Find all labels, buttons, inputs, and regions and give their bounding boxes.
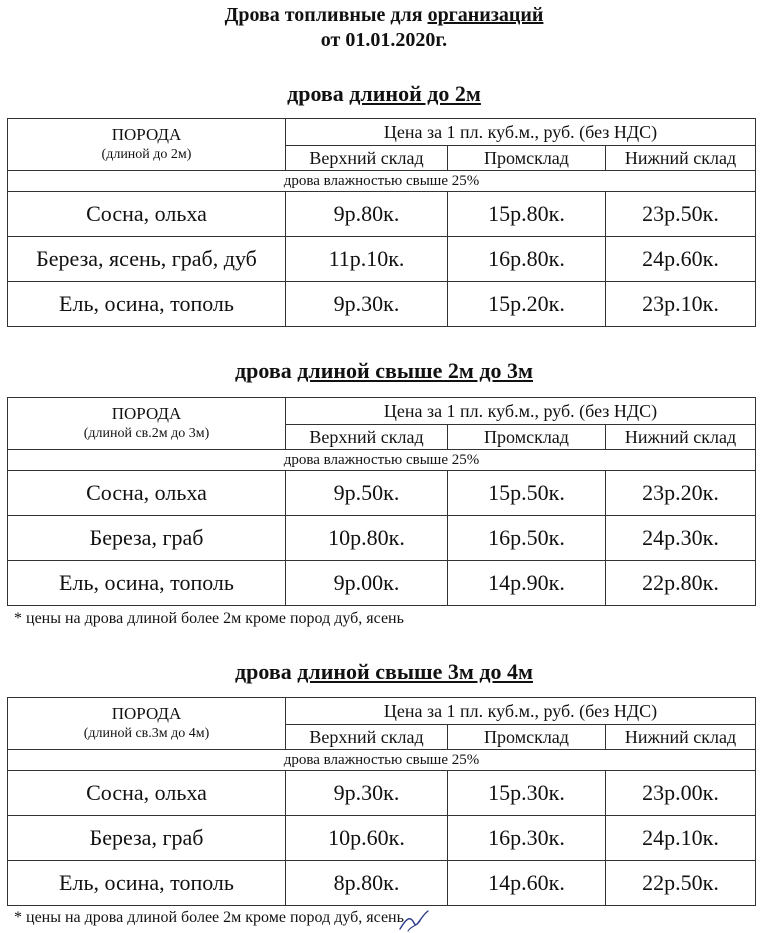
species-sublabel: (длиной св.2м до 3м) — [83, 425, 210, 441]
footnote-3: * цены на дрова длиной более 2м кроме пород дуб, ясень — [14, 909, 404, 926]
column-header-prom-warehouse: Промсклад — [448, 146, 606, 171]
price-cell: 24р.30к. — [606, 516, 756, 561]
species-name: Береза, граб — [8, 816, 286, 861]
table-header-row — [8, 119, 756, 146]
section-title-3 — [0, 660, 768, 684]
species-name: Ель, осина, тополь — [8, 282, 286, 327]
species-label: ПОРОДА — [111, 403, 182, 423]
table-row — [8, 861, 756, 906]
species-name: Сосна, ольха — [8, 771, 286, 816]
table-row — [8, 282, 756, 327]
price-cell: 23р.10к. — [606, 282, 756, 327]
moisture-row — [8, 750, 756, 771]
price-cell: 9р.30к. — [286, 771, 448, 816]
section-title-prefix: дрова — [287, 81, 350, 106]
price-header: Цена за 1 пл. куб.м., руб. (без НДС) — [286, 119, 756, 146]
table-row — [8, 816, 756, 861]
moisture-note: дрова влажностью свыше 25% — [8, 171, 756, 192]
document-date: от 01.01.2020г. — [320, 29, 448, 51]
section-title-underlined: длиной свыше 3м до 4м — [297, 659, 533, 684]
price-cell: 16р.80к. — [448, 237, 606, 282]
document-title — [0, 4, 768, 26]
price-cell: 9р.50к. — [286, 471, 448, 516]
table-row — [8, 471, 756, 516]
section-title-1 — [0, 82, 768, 106]
column-header-lower-warehouse: Нижний склад — [606, 425, 756, 450]
column-header-prom-warehouse: Промсклад — [448, 725, 606, 750]
price-cell: 14р.90к. — [448, 561, 606, 606]
price-header: Цена за 1 пл. куб.м., руб. (без НДС) — [286, 698, 756, 725]
section-title-underlined: длиной свыше 2м до 3м — [297, 358, 533, 383]
species-name: Сосна, ольха — [8, 471, 286, 516]
price-cell: 15р.30к. — [448, 771, 606, 816]
species-label: ПОРОДА — [111, 703, 182, 723]
price-cell: 10р.80к. — [286, 516, 448, 561]
species-name: Береза, ясень, граб, дуб — [8, 237, 286, 282]
table-row — [8, 771, 756, 816]
price-cell: 8р.80к. — [286, 861, 448, 906]
species-name: Береза, граб — [8, 516, 286, 561]
table-row — [8, 516, 756, 561]
price-table-2 — [7, 397, 756, 606]
price-table-3 — [7, 697, 756, 906]
moisture-row — [8, 450, 756, 471]
table-row — [8, 561, 756, 606]
table-row — [8, 192, 756, 237]
section-title-prefix: дрова — [235, 358, 298, 383]
price-cell: 22р.80к. — [606, 561, 756, 606]
column-header-upper-warehouse: Верхний склад — [286, 146, 448, 171]
price-cell: 22р.50к. — [606, 861, 756, 906]
table-header-row — [8, 398, 756, 425]
price-cell: 23р.00к. — [606, 771, 756, 816]
price-header: Цена за 1 пл. куб.м., руб. (без НДС) — [286, 398, 756, 425]
price-cell: 24р.10к. — [606, 816, 756, 861]
species-name: Ель, осина, тополь — [8, 561, 286, 606]
moisture-note: дрова влажностью свыше 25% — [8, 750, 756, 771]
price-cell: 24р.60к. — [606, 237, 756, 282]
price-table-1 — [7, 118, 756, 327]
species-sublabel: (длиной до 2м) — [101, 146, 192, 162]
species-name: Сосна, ольха — [8, 192, 286, 237]
price-cell: 14р.60к. — [448, 861, 606, 906]
species-sublabel: (длиной св.3м до 4м) — [83, 725, 210, 741]
document-title-text: Дрова топливные для — [224, 4, 428, 26]
document-title-underlined: организаций — [427, 4, 544, 26]
species-name: Ель, осина, тополь — [8, 861, 286, 906]
price-cell: 23р.20к. — [606, 471, 756, 516]
species-header-cell — [8, 698, 286, 750]
species-header-cell — [8, 398, 286, 450]
footnote-2: * цены на дрова длиной более 2м кроме пород дуб, ясень — [14, 610, 404, 627]
price-cell: 15р.20к. — [448, 282, 606, 327]
species-header-cell — [8, 119, 286, 171]
table-row — [8, 237, 756, 282]
price-cell: 16р.30к. — [448, 816, 606, 861]
price-cell: 9р.30к. — [286, 282, 448, 327]
price-cell: 10р.60к. — [286, 816, 448, 861]
species-label: ПОРОДА — [111, 124, 182, 144]
moisture-note: дрова влажностью свыше 25% — [8, 450, 756, 471]
price-cell: 9р.80к. — [286, 192, 448, 237]
price-cell: 23р.50к. — [606, 192, 756, 237]
table-header-row — [8, 698, 756, 725]
price-cell: 11р.10к. — [286, 237, 448, 282]
column-header-upper-warehouse: Верхний склад — [286, 425, 448, 450]
column-header-lower-warehouse: Нижний склад — [606, 146, 756, 171]
section-title-underlined: длиной до 2м — [349, 81, 481, 106]
signature-mark — [398, 905, 432, 933]
moisture-row — [8, 171, 756, 192]
price-cell: 15р.80к. — [448, 192, 606, 237]
price-cell: 15р.50к. — [448, 471, 606, 516]
section-title-prefix: дрова — [235, 659, 298, 684]
column-header-upper-warehouse: Верхний склад — [286, 725, 448, 750]
column-header-prom-warehouse: Промсклад — [448, 425, 606, 450]
section-title-2 — [0, 359, 768, 383]
column-header-lower-warehouse: Нижний склад — [606, 725, 756, 750]
price-cell: 9р.00к. — [286, 561, 448, 606]
price-cell: 16р.50к. — [448, 516, 606, 561]
